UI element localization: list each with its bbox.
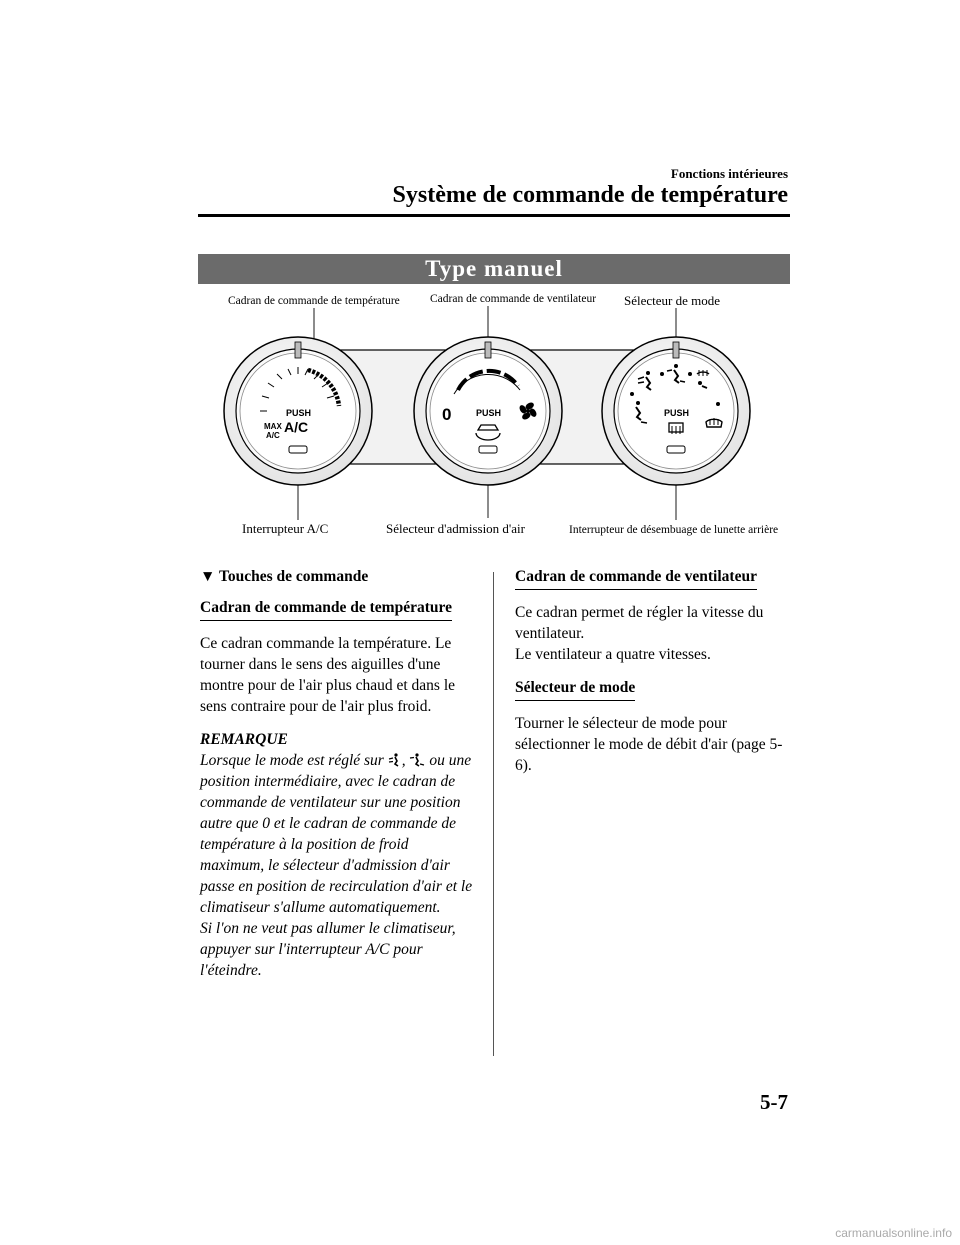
temp-dial-description: Ce cadran commande la température. Le tourner dans le sens des aiguilles d'une montre pour de l'air plus chaud et dans le sens contraire pour de l'air plus froid. (200, 635, 456, 715)
subheading-mode-selector: Sélecteur de mode (515, 677, 635, 701)
temp-control-dial[interactable] (224, 337, 372, 485)
temp-dial-push-label: PUSH (286, 408, 312, 418)
header-section-label: Fonctions intérieures (670, 166, 788, 181)
label-ac-switch: Interrupteur A/C (242, 521, 329, 536)
label-temp-dial: Cadran de commande de température (228, 295, 400, 307)
page-number: 5-7 (760, 1090, 788, 1114)
subheading-temp-dial: Cadran de commande de température (200, 597, 452, 621)
mode-selector-description: Tourner le sélecteur de mode pour sélectionner le mode de débit d'air (page 5-6). (515, 715, 783, 774)
temp-dial-ac-label: A/C (284, 419, 309, 435)
right-column (515, 566, 790, 788)
rear-defogger-indicator[interactable] (667, 446, 685, 453)
label-rear-defogger: Interrupteur de désembuage de lunette arrière (569, 524, 779, 536)
watermark: carmanualsonline.info (835, 1226, 952, 1240)
section-title-touches: ▼ Touches de commande (200, 568, 369, 585)
subheading-fan-dial: Cadran de commande de ventilateur (515, 566, 757, 590)
page-header-title: Système de commande de température (392, 182, 788, 208)
ac-indicator[interactable] (289, 446, 307, 453)
fan-dial-description: Ce cadran permet de régler la vitesse du ventilateur. (515, 604, 764, 642)
column-divider (493, 572, 494, 1056)
climate-control-figure (198, 284, 790, 554)
fan-zero-label: 0 (442, 405, 452, 424)
header-rule (198, 214, 790, 217)
bilevel-vent-icon (409, 753, 425, 767)
fan-dial-push-label: PUSH (476, 408, 502, 418)
max-ac-label-1: MAX (264, 422, 282, 431)
max-ac-label-2: A/C (266, 431, 280, 440)
fan-speed-description: Le ventilateur a quatre vitesses. (515, 646, 711, 663)
type-manuel-band: Type manuel (198, 254, 790, 284)
face-vent-icon (388, 753, 402, 767)
note-text-2: Si l'on ne veut pas allumer le climatiseur, appuyer sur l'interrupteur A/C pour l'éteindre. (200, 920, 456, 979)
mode-dial-push-label: PUSH (664, 408, 690, 418)
left-column (200, 566, 475, 981)
label-mode-selector: Sélecteur de mode (624, 293, 721, 308)
fan-control-dial[interactable] (414, 337, 562, 485)
label-fan-dial: Cadran de commande de ventilateur (430, 293, 597, 305)
note-title: REMARQUE (200, 731, 288, 748)
mode-selector-dial[interactable] (602, 337, 750, 485)
intake-indicator[interactable] (479, 446, 497, 453)
note-text: Lorsque le mode est réglé sur , ou une position intermédiaire, avec le cadran de commande de ventilateur sur une position autre que 0 et le cadran de commande de température à la position de froid maximum, le sélecteur d'admission d'air passe en position de recirculation d'air et le climatiseur s'allume automatiquement. (200, 752, 473, 916)
label-intake-selector: Sélecteur d'admission d'air (386, 521, 525, 536)
